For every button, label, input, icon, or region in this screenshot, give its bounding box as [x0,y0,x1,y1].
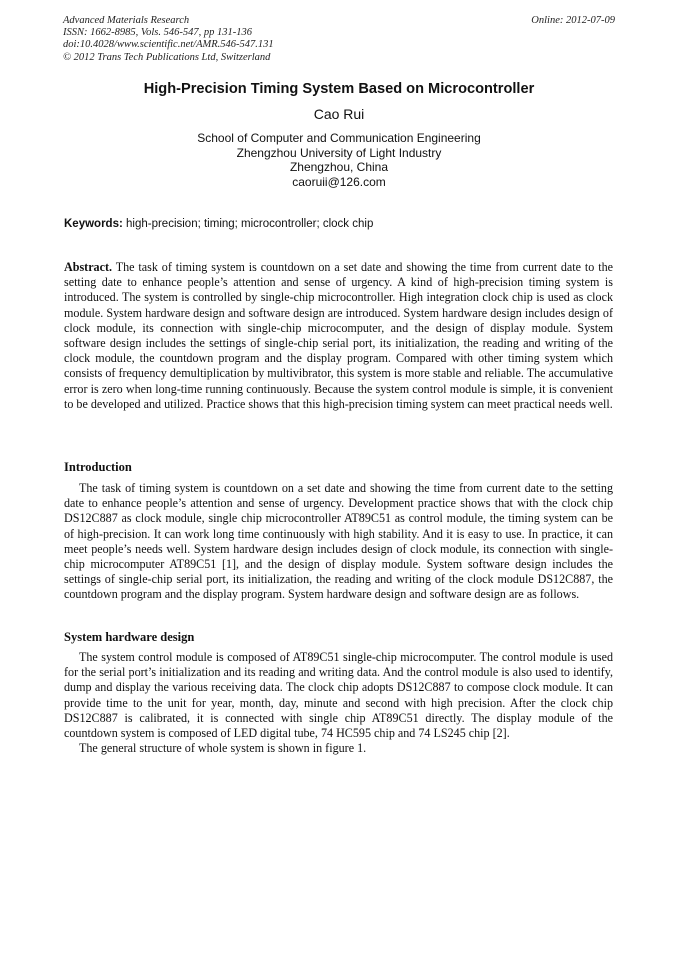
affiliation-block [63,131,615,190]
affiliation-city: Zhengzhou, China [289,160,389,175]
affiliation-school: School of Computer and Communication Engineering [197,131,481,145]
issn-line: ISSN: 1662-8985, Vols. 546-547, pp 131-136 [63,27,252,39]
abstract-text: The task of timing system is countdown on a set date and showing the time from current date to the setting date to enhance people’s attention and sense of urgency. A kind of high-precision timing system is introduced. The system is controlled by single-chip microcontroller. High integration clock chip is used as clock module. System hardware design and software design are introduced. System hardware design includes design of clock module, its connection with single-chip microcomputer, and the design of display module. System software design includes the settings of single-chip serial port, its initialization, the reading and writing of the clock module, the countdown program and the display program. Compared with other timing system which consists of frequency demultiplication by multivibrator, this system is more stable and reliable. The accumulative error is zero when long-time running continuously. Because the system control module is simple, it is convenient to be developed and utilized. Practice shows that this high-precision timing system can meet practical needs well. [64,260,613,411]
keywords-text: high-precision; timing; microcontroller; clock chip [126,218,374,230]
keywords-label: Keywords: [64,218,123,230]
abstract-label: Abstract. [64,260,113,274]
keywords-line [64,217,616,231]
hardware-heading: System hardware design [64,630,195,644]
hardware-block [64,650,613,756]
introduction-heading: Introduction [64,460,132,474]
author-email: caoruii@126.com [292,175,386,190]
abstract-block [64,260,613,412]
journal-name: Advanced Materials Research [63,15,190,26]
affiliation-university: Zhengzhou University of Light Industry [236,145,442,160]
journal-header [63,15,615,64]
doi-line: doi:10.4028/www.scientific.net/AMR.546-547.131 [63,39,274,51]
copyright-line: © 2012 Trans Tech Publications Ltd, Switzerland [63,51,271,63]
introduction-block [64,481,613,603]
hardware-paragraph-1: The system control module is composed of AT89C51 single-chip microcomputer. The control module is used for the serial port’s initialization and its reading and writing data. And the control module is also used to identify, dump and display the various receiving data. The clock chip adopts DS12C887 to compose clock module. It can provide time to the unit for year, month, day, minute and second with high precision. After the clock chip DS12C887 is calibrated, it is connected with single chip AT89C51 directly. The display module of the countdown system is composed of LED digital tube, 74 HC595 chip and 74 LS245 chip [2]. [64,650,613,741]
abstract-paragraph [64,260,613,412]
introduction-paragraph: The task of timing system is countdown on a set date and showing the time from current date to the setting date to enhance people’s attention and sense of urgency. Development practice shows that with the clock chip DS12C887 as clock module, single chip microcontroller AT89C51 as control module, the timing system can be of high-precision. It can work long time continuously with high stability. And it is easy to use. In practice, it can meet people’s needs well. System hardware design includes design of clock module, its connection with single-chip microcomputer AT89C51 [1], and the design of display module. System software design includes the settings of single-chip serial port, its initialization, the reading and writing of the clock module DS12C887, the countdown program and the display program. System hardware design and software design are as follows. [64,481,613,602]
author-name: Cao Rui [313,106,365,122]
paper-title: High-Precision Timing System Based on Microcontroller [143,81,535,97]
hardware-paragraph-2: The general structure of whole system is shown in figure 1. [79,741,367,756]
online-date: Online: 2012-07-09 [531,15,615,26]
